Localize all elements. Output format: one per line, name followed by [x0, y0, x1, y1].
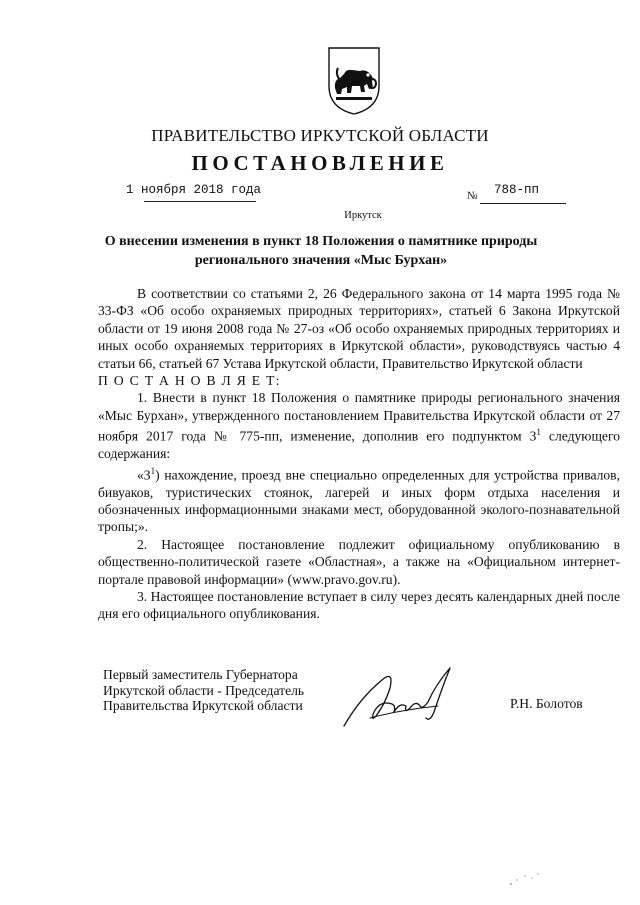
item-3-paragraph: 3. Настоящее постановление вступает в силу через десять календарных дней после дня его официального опубликования.: [98, 588, 620, 622]
title-line-1: О внесении изменения в пункт 18 Положения о памятнике природы: [104, 234, 538, 249]
number-underline: [480, 203, 566, 204]
government-name: ПРАВИТЕЛЬСТВО ИРКУТСКОЙ ОБЛАСТИ: [151, 126, 489, 145]
coat-of-arms-icon: [326, 44, 382, 116]
title-line-2: регионального значения «Мыс Бурхан»: [194, 253, 448, 268]
signer-position: [103, 667, 304, 714]
quote-text: ) нахождение, проезд вне специально определенных для устройства привалов, бивуаков, туристических стоянок, лагерей и иных форм отдыха населения и обозначенных информационными знаками мест, оборудованной эколого-познавательной тропы;».: [98, 467, 620, 535]
document-title: [90, 232, 552, 270]
signer-name: Р.Н. Болотов: [510, 696, 583, 711]
quote-superscript: 1: [150, 465, 156, 476]
item-1-superscript: 1: [536, 427, 541, 438]
date-underline: [144, 201, 256, 202]
item-1-tail: следующего содержания:: [98, 428, 620, 462]
quote-open: «3: [137, 467, 151, 483]
preamble-paragraph: В соответствии со статьями 2, 26 Федерального закона от 14 марта 1995 года № 33-ФЗ «Об особо охраняемых природных территориях», статьей 6 Закона Иркутской области от 19 июня 2008 года № 27-оз «Об особо охраняемых природных территориях и иных особо охраняемых территориях в Иркутской области», руководствуясь частью 4 статьи 66, статьей 67 Устава Иркутской области, Правительство Иркутской области: [98, 286, 620, 371]
handwritten-signature: [330, 660, 480, 732]
document-type: ПОСТАНОВЛЕНИЕ: [191, 151, 449, 175]
quoted-subpoint-paragraph: [98, 463, 620, 536]
resolves-heading: П О С Т А Н О В Л Я Е Т:: [98, 373, 281, 389]
document-number: 788-пп: [494, 183, 540, 197]
city: Иркутск: [344, 210, 382, 221]
item-1-text: 1. Внести в пункт 18 Положения о памятнике природы регионального значения «Мыс Бурхан», утвержденного постановлением Правительства Иркутской области от 27 ноября 2017 года № 775-пп, изменение, дополнив его подпунктом 3: [98, 390, 620, 444]
document-date: 1 ноября 2018 года: [126, 183, 262, 197]
number-sign: №: [467, 190, 478, 202]
signer-position-line-2: Иркутской области - Председатель: [103, 682, 305, 698]
signer-position-line-3: Правительства Иркутской области: [103, 698, 303, 713]
item-1-paragraph: [98, 389, 620, 462]
item-2-paragraph: 2. Настоящее постановление подлежит официальному опубликованию в общественно-политической газете «Областная», а также на «Официальном интернет-портале правовой информации» (www.pravo.gov.ru).: [98, 536, 620, 587]
signer-position-line-1: Первый заместитель Губернатора: [103, 667, 298, 682]
scan-specks: [505, 870, 545, 890]
document-body: [98, 285, 620, 623]
